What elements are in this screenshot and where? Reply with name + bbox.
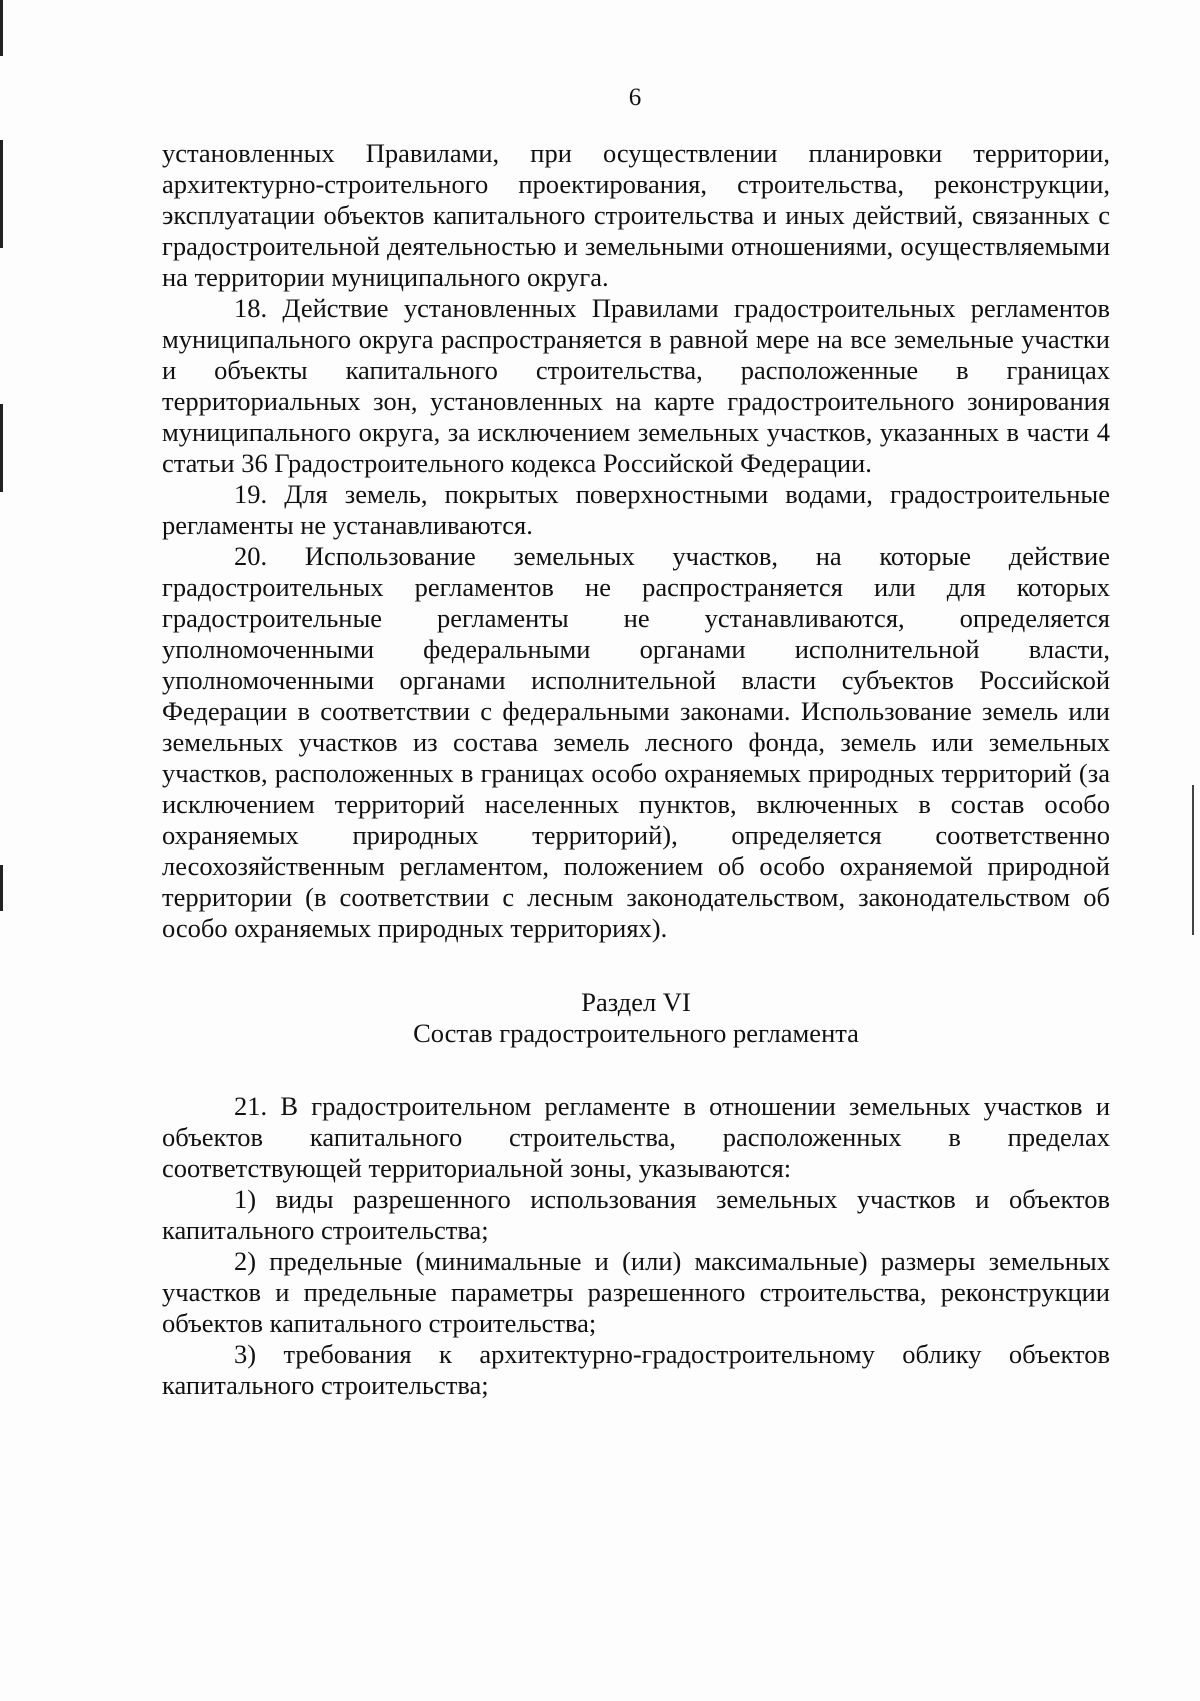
list-item-2: 2) предельные (минимальные и (или) максимальные) размеры земельных участков и предельные параметры разрешенного строительства, реконструкции объектов капитального строительства; — [162, 1246, 1110, 1338]
list-item-1: 1) виды разрешенного использования земельных участков и объектов капитального строительства; — [162, 1184, 1110, 1245]
paragraph-item-19: 19. Для земель, покрытых поверхностными водами, градостроительные регламенты не устанавливаются. — [162, 479, 1110, 540]
paragraph-item-20: 20. Использование земельных участков, на которые действие градостроительных регламентов не распространяется или для которых градостроительные регламенты не устанавливаются, определяется уполномоченными федеральными органами исполнительной власти, уполномоченными органами исполнительной власти субъектов Российской Федерации в соответствии с федеральными законами. Использование земель или земельных участков из состава земель лесного фонда, земель или земельных участков, расположенных в границах особо охраняемых природных территорий (за исключением территорий населенных пунктов, включенных в состав особо охраняемых природных территорий), определяется соответственно лесохозяйственным регламентом, положением об особо охраняемой природной территории (в соответствии с лесным законодательством, законодательством об особо охраняемых природных территориях). — [162, 541, 1110, 943]
section-title: Состав градостроительного регламента — [413, 1018, 859, 1048]
page-number: 6 — [628, 84, 642, 111]
paragraph-item-18: 18. Действие установленных Правилами градостроительных регламентов муниципального округа распространяется в равной мере на все земельные участки и объекты капитального строительства, расположенные в границах территориальных зон, установленных на карте градостроительного зонирования муниципального округа, за исключением земельных участков, указанных в части 4 статьи 36 Градостроительного кодекса Российской Федерации. — [162, 293, 1110, 478]
binding-edge-mark — [0, 140, 3, 248]
list-item-3: 3) требования к архитектурно-градостроительному облику объектов капитального строительства; — [162, 1339, 1110, 1400]
section-heading-block — [162, 987, 1110, 1049]
binding-edge-mark — [0, 404, 3, 492]
binding-edge-mark — [0, 865, 3, 911]
scan-edge-mark — [1192, 785, 1194, 935]
binding-edge-mark — [0, 0, 3, 56]
document-body — [162, 138, 1110, 1401]
section-label: Раздел VI — [581, 987, 691, 1017]
paragraph-item-21: 21. В градостроительном регламенте в отношении земельных участков и объектов капитального строительства, расположенных в пределах соответствующей территориальной зоны, указываются: — [162, 1091, 1110, 1183]
paragraph-continuation: установленных Правилами, при осуществлении планировки территории, архитектурно-строительного проектирования, строительства, реконструкции, эксплуатации объектов капитального строительства и иных действий, связанных с градостроительной деятельностью и земельными отношениями, осуществляемыми на территории муниципального округа. — [162, 138, 1110, 292]
